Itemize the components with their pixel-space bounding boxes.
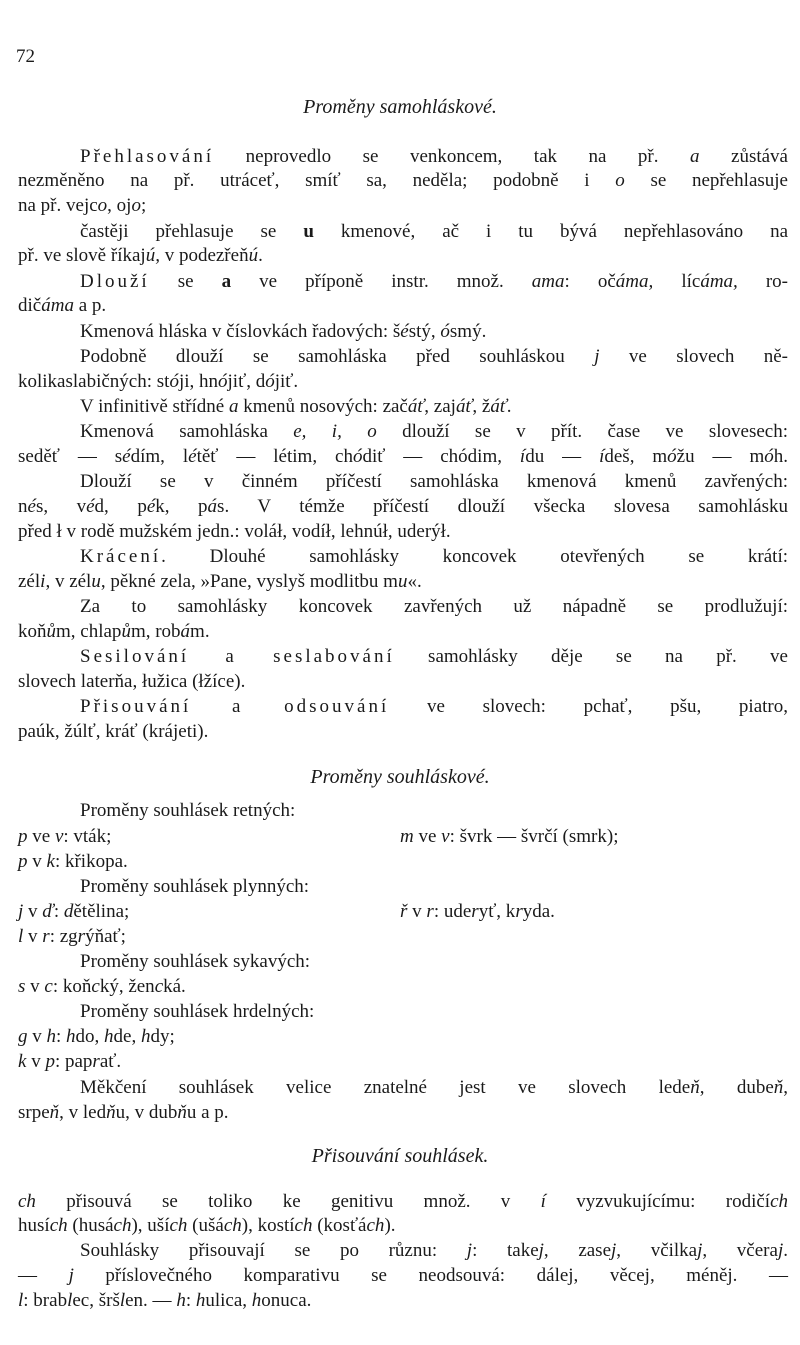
sub-heading: Proměny souhlásek sykavých: bbox=[80, 951, 311, 972]
example-line: k v p: paprať. bbox=[18, 1051, 122, 1072]
text-line: Dlouží se v činném příčestí samohláska kmenová kmenů zavřených: bbox=[80, 471, 788, 492]
example-line: p ve v: vták; bbox=[18, 826, 112, 847]
section-heading-consonant-insertion: Přisouvání souhlásek. bbox=[311, 1145, 489, 1167]
text-line: Sesilování a seslabování samohlásky děje se na př. ve bbox=[80, 646, 788, 667]
text-line: V infinitivě střídné a kmenů nosových: začáť, zajáť, žáť. bbox=[80, 396, 512, 417]
text-line: l: brablec, šršlen. — h: hulica, honuca. bbox=[18, 1290, 312, 1311]
text-line: srpeň, v ledňu, v dubňu a p. bbox=[18, 1102, 229, 1123]
example-line: s v c: koňcký, žencká. bbox=[18, 976, 186, 997]
text-line: Měkčení souhlásek velice znatelné jest ve slovech ledeň, dubeň, bbox=[80, 1077, 788, 1098]
text-line: seděť — sédím, létěť — létim, chódiť — chódim, ídu — ídeš, móžu — móh. bbox=[18, 446, 789, 467]
page-number: 72 bbox=[16, 46, 35, 67]
text-line: na př. vejco, ojo; bbox=[18, 195, 147, 216]
sub-heading: Proměny souhlásek retných: bbox=[80, 800, 296, 821]
section-heading-vowels: Proměny samohláskové. bbox=[303, 96, 497, 118]
text-line: — j příslovečného komparativu se neodsouvá: dálej, věcej, méněj. — bbox=[18, 1265, 788, 1286]
text-line: husích (husách), uších (ušách), kostích (kosťách). bbox=[18, 1215, 396, 1236]
text-line: zéli, v zélu, pěkné zela, »Pane, vyslyš modlitbu mu«. bbox=[18, 571, 422, 592]
text-line: Dlouží se a ve příponě instr. množ. ama: očáma, lícáma, ro- bbox=[80, 271, 789, 292]
text-line: Kmenová samohláska e, i, o dlouží se v přít. čase ve slovesech: bbox=[80, 421, 788, 442]
text-line: slovech laterňa, łužica (łžíce). bbox=[18, 671, 246, 692]
text-line: paúk, žúlť, kráť (krájeti). bbox=[18, 721, 209, 742]
text-line: Souhlásky přisouvají se po různu: j: takej, zasej, včilkaj, včeraj. bbox=[80, 1240, 788, 1261]
text-line: Kmenová hláska v číslovkách řadových: šéstý, ósmý. bbox=[80, 321, 487, 342]
text-line: Přisouvání a odsouvání ve slovech: pchať, pšu, piatro, bbox=[80, 696, 788, 717]
text-line: Podobně dlouží se samohláska před souhláskou j ve slovech ně- bbox=[80, 346, 788, 367]
example-line: ř v r: uderyť, kryda. bbox=[400, 901, 555, 922]
sub-heading: Proměny souhlásek hrdelných: bbox=[80, 1001, 315, 1022]
example-line: p v k: křikopa. bbox=[18, 851, 128, 872]
text-line: Přehlasování neprovedlo se venkoncem, tak na př. a zůstává bbox=[80, 146, 788, 167]
text-line: nezměněno na př. utráceť, smíť sa, neděla; podobně i o se nepřehlasuje bbox=[18, 170, 788, 191]
text-line: Za to samohlásky koncovek zavřených už nápadně se prodlužují: bbox=[80, 596, 788, 617]
text-line: před ł v rodě mužském jedn.: voláł, vodíł, lehnúł, uderýł. bbox=[18, 521, 451, 542]
example-line: m ve v: švrk — švrčí (smrk); bbox=[400, 826, 619, 847]
text-line: nés, véd, pék, pás. V témže příčestí dlouží všecka slovesa samohlásku bbox=[18, 496, 788, 517]
text-line: koňům, chlapům, robám. bbox=[18, 621, 210, 642]
text-line: ch přisouvá se toliko ke genitivu množ. v í vyzvukujícímu: rodičích bbox=[18, 1191, 789, 1212]
example-line: g v h: hdo, hde, hdy; bbox=[18, 1026, 175, 1047]
example-line: j v ď: dětělina; bbox=[18, 901, 130, 922]
text-line: př. ve slově říkajú, v podezřeňú. bbox=[18, 245, 263, 266]
sub-heading: Proměny souhlásek plynných: bbox=[80, 876, 310, 897]
section-heading-consonants: Proměny souhláskové. bbox=[310, 766, 490, 788]
text-line: Krácení. Dlouhé samohlásky koncovek otevřených se krátí: bbox=[80, 546, 788, 567]
text-line: kolikaslabičných: stóji, hnójiť, dójiť. bbox=[18, 371, 299, 392]
text-line: dičáma a p. bbox=[18, 295, 107, 316]
example-line: l v r: zgrýňať; bbox=[18, 926, 126, 947]
text-line: častěji přehlasuje se u kmenové, ač i tu bývá nepřehlasováno na bbox=[80, 221, 789, 242]
